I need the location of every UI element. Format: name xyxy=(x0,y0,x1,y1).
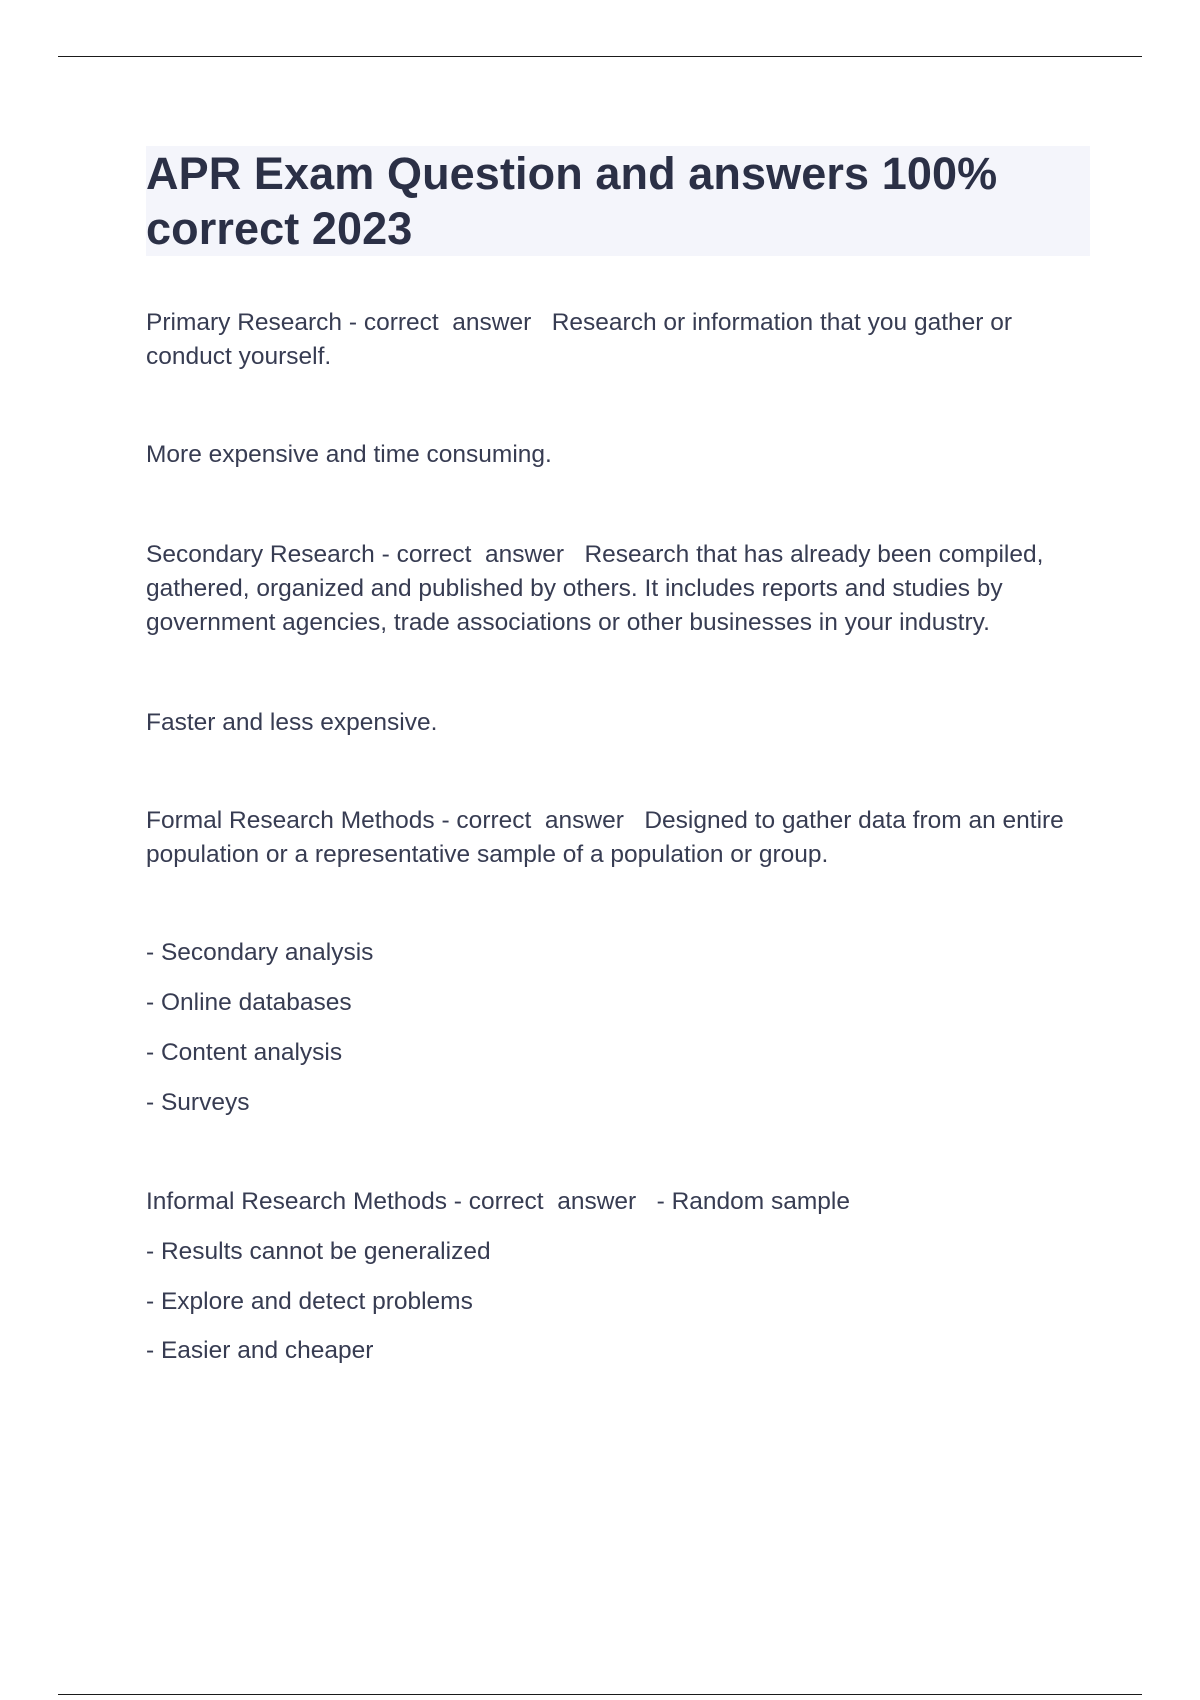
qa-primary-research: Primary Research - correct answer Research or information that you gather or conduct yourself. xyxy=(146,309,1019,370)
list-item: - Surveys xyxy=(146,1089,250,1116)
document-body xyxy=(146,146,1090,1368)
qa-secondary-research-note: Faster and less expensive. xyxy=(146,709,438,736)
qa-secondary-research: Secondary Research - correct answer Research that has already been compiled, gathered, organized and published by others. It includes reports and studies by government agencies, trade associations or other businesses in your industry. xyxy=(146,541,1051,636)
informal-methods-list xyxy=(146,1235,1090,1368)
list-item: - Online databases xyxy=(146,989,352,1016)
document-title: APR Exam Question and answers 100% correct 2023 xyxy=(146,148,998,254)
qa-formal-research-methods: Formal Research Methods - correct answer Designed to gather data from an entire population or a representative sample of a population or group. xyxy=(146,807,1071,868)
list-item: - Easier and cheaper xyxy=(146,1337,374,1364)
formal-methods-list xyxy=(146,936,1090,1120)
title-block xyxy=(146,146,1090,256)
list-item: - Results cannot be generalized xyxy=(146,1238,491,1265)
bottom-rule xyxy=(58,1694,1142,1695)
qa-informal-research-methods: Informal Research Methods - correct answer - Random sample xyxy=(146,1188,850,1215)
qa-primary-research-note: More expensive and time consuming. xyxy=(146,441,552,468)
top-rule xyxy=(58,56,1142,57)
list-item: - Explore and detect problems xyxy=(146,1288,473,1315)
list-item: - Secondary analysis xyxy=(146,939,374,966)
list-item: - Content analysis xyxy=(146,1039,343,1066)
